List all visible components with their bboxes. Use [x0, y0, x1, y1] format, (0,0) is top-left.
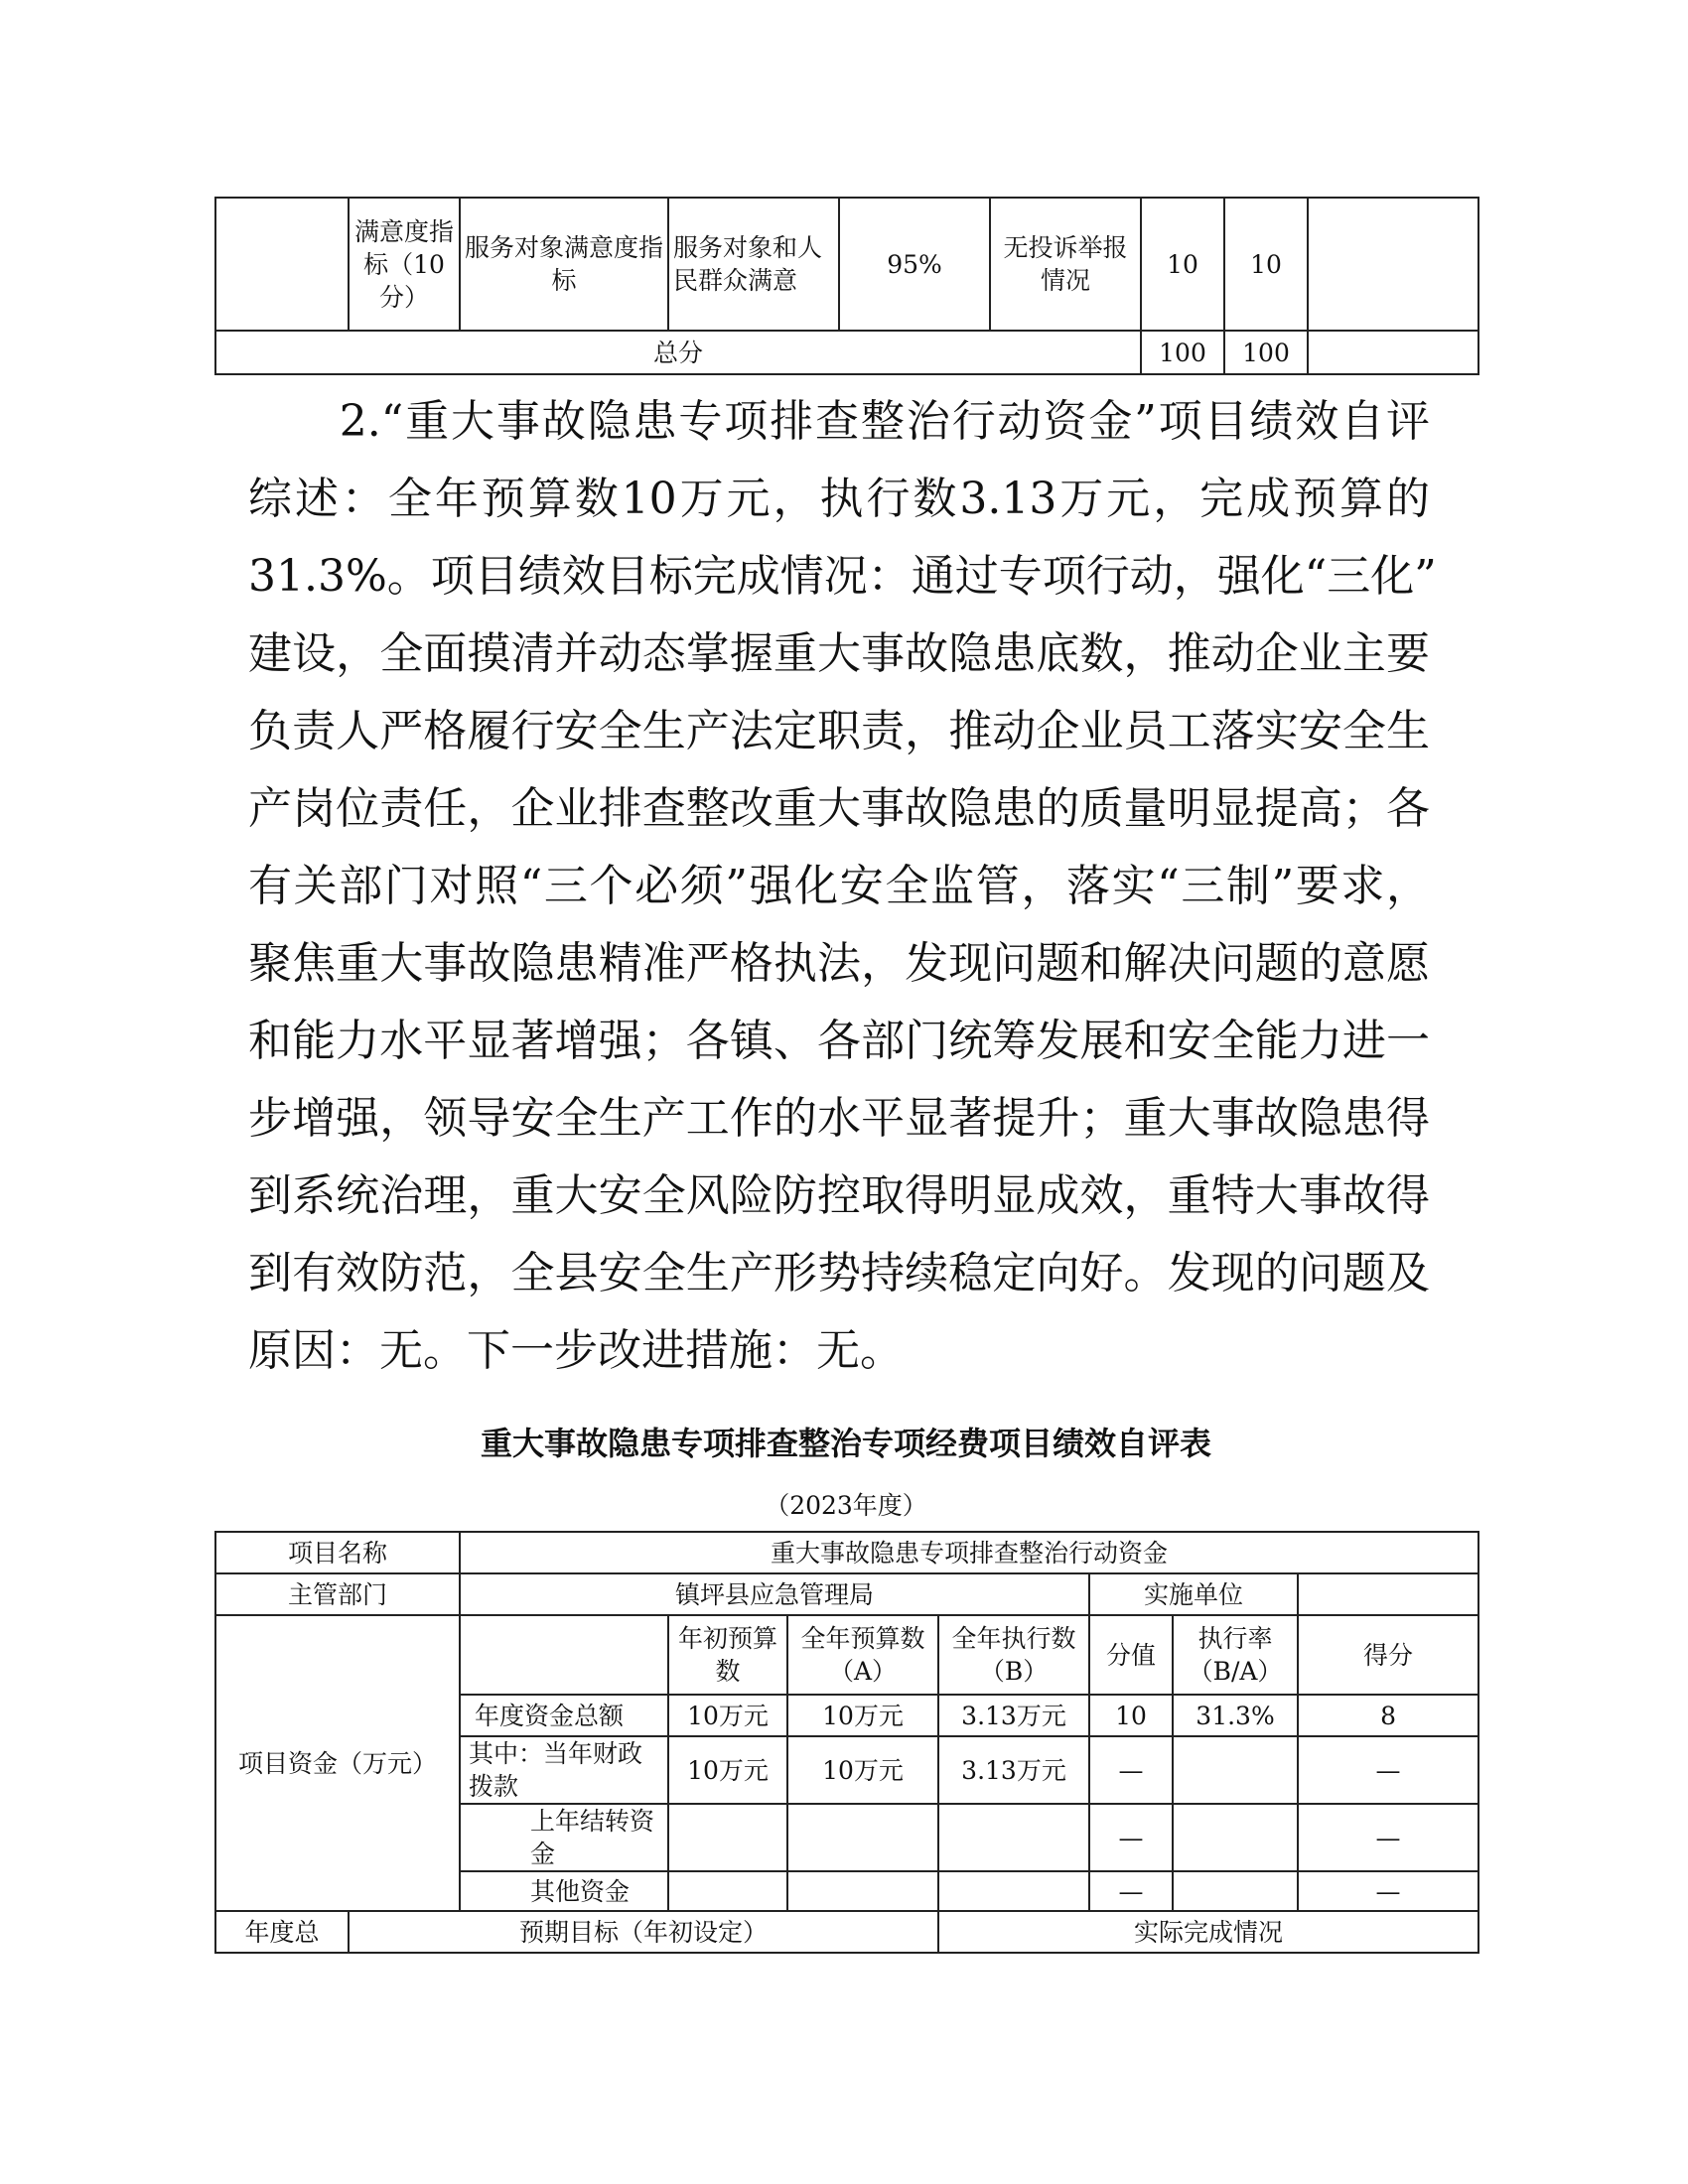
impl-label: 实施单位: [1089, 1573, 1298, 1615]
table-row: [215, 1911, 1478, 1953]
paragraph-line: 到有效防范，全县安全生产形势持续稳定向好。发现的问题及: [248, 1248, 1430, 1298]
row-exec: 3.13万元: [938, 1736, 1089, 1804]
table-cell: [460, 1615, 668, 1695]
header-initial: 年初预算数: [668, 1615, 787, 1695]
row-exec: [938, 1804, 1089, 1871]
paragraph-line: 建设，全面摸清并动态掌握重大事故隐患底数，推动企业主要: [248, 628, 1430, 679]
dept-label: 主管部门: [215, 1573, 460, 1615]
self-evaluation-table: [214, 1531, 1479, 1954]
header-exec-rate: 执行率（B/A）: [1173, 1615, 1298, 1695]
row-budget: 10万元: [787, 1736, 938, 1804]
row-score: —: [1298, 1736, 1478, 1804]
table-year: （2023年度）: [765, 1491, 927, 1520]
row-score: 8: [1298, 1695, 1478, 1736]
row-label: 其他资金: [460, 1871, 668, 1911]
row-exec: [938, 1871, 1089, 1911]
paragraph-line: 有关部门对照“三个必须”强化安全监管，落实“三制”要求，: [248, 861, 1430, 911]
target-value-cell: 95%: [839, 198, 990, 331]
performance-summary-paragraph: [248, 383, 1437, 1390]
indicator-sub-cell: 服务对象满意度指标: [460, 198, 668, 331]
total-score: 100: [1224, 331, 1308, 374]
row-weight: —: [1089, 1804, 1173, 1871]
row-rate: [1173, 1871, 1298, 1911]
indicator-category-cell: 满意度指标（10分）: [349, 198, 460, 331]
total-row: [215, 331, 1478, 374]
paragraph-line: 聚焦重大事故隐患精准严格执法，发现问题和解决问题的意愿: [248, 938, 1430, 989]
row-label: 年度资金总额: [460, 1695, 668, 1736]
paragraph-line: 原因：无。下一步改进措施：无。: [248, 1325, 904, 1376]
project-name-label: 项目名称: [215, 1532, 460, 1573]
row-initial: 10万元: [668, 1695, 787, 1736]
row-weight: —: [1089, 1736, 1173, 1804]
total-weight: 100: [1141, 331, 1224, 374]
paragraph-line: 31.3%。项目绩效目标完成情况：通过专项行动，强化“三化”: [248, 551, 1437, 602]
table-row: [215, 1532, 1478, 1573]
project-name-value: 重大事故隐患专项排查整治行动资金: [460, 1532, 1478, 1573]
table-row: [215, 1573, 1478, 1615]
indicator-detail-cell: 服务对象和人民群众满意: [668, 198, 839, 331]
row-initial: [668, 1804, 787, 1871]
table-row: [215, 1615, 1478, 1695]
dept-value: 镇坪县应急管理局: [460, 1573, 1089, 1615]
table-row: [215, 198, 1478, 331]
header-annual-exec: 全年执行数（B）: [938, 1615, 1089, 1695]
row-initial: 10万元: [668, 1736, 787, 1804]
paragraph-line: 和能力水平显著增强；各镇、各部门统筹发展和安全能力进一: [248, 1016, 1430, 1066]
score-cell: 10: [1224, 198, 1308, 331]
row-rate: 31.3%: [1173, 1695, 1298, 1736]
row-rate: [1173, 1804, 1298, 1871]
expected-goal-header: 预期目标（年初设定）: [349, 1911, 938, 1953]
paragraph-line: 产岗位责任，企业排查整改重大事故隐患的质量明显提高；各: [248, 783, 1430, 834]
row-budget: [787, 1804, 938, 1871]
row-exec: 3.13万元: [938, 1695, 1089, 1736]
annual-total-label: 年度总: [215, 1911, 349, 1953]
weight-cell: 10: [1141, 198, 1224, 331]
table-cell: [215, 198, 349, 331]
row-budget: [787, 1871, 938, 1911]
funds-label: 项目资金（万元）: [215, 1615, 460, 1911]
row-label: 上年结转资金: [460, 1804, 668, 1871]
note-cell: [1308, 198, 1478, 331]
header-score-weight: 分值: [1089, 1615, 1173, 1695]
actual-completion-header: 实际完成情况: [938, 1911, 1478, 1953]
row-score: —: [1298, 1871, 1478, 1911]
row-rate: [1173, 1736, 1298, 1804]
row-weight: 10: [1089, 1695, 1173, 1736]
row-budget: 10万元: [787, 1695, 938, 1736]
table-title: 重大事故隐患专项排查整治专项经费项目绩效自评表: [480, 1425, 1211, 1462]
paragraph-line: 到系统治理，重大安全风险防控取得明显成效，重特大事故得: [248, 1170, 1430, 1221]
paragraph-line: 负责人严格履行安全生产法定职责，推动企业员工落实安全生: [248, 706, 1430, 756]
row-label: 其中：当年财政拨款: [460, 1736, 668, 1804]
row-initial: [668, 1871, 787, 1911]
row-weight: —: [1089, 1871, 1173, 1911]
header-annual-budget: 全年预算数（A）: [787, 1615, 938, 1695]
header-score: 得分: [1298, 1615, 1478, 1695]
actual-value-cell: 无投诉举报情况: [990, 198, 1141, 331]
impl-value: [1298, 1573, 1478, 1615]
total-label: 总分: [215, 331, 1141, 374]
satisfaction-indicator-table: [214, 197, 1479, 375]
paragraph-line: 步增强，领导安全生产工作的水平显著提升；重大事故隐患得: [248, 1093, 1430, 1144]
paragraph-line: 综述：全年预算数10万元，执行数3.13万元，完成预算的: [248, 474, 1430, 524]
paragraph-line: 2.“重大事故隐患专项排查整治行动资金”项目绩效自评: [248, 396, 1430, 447]
table-cell: [1308, 331, 1478, 374]
row-score: —: [1298, 1804, 1478, 1871]
